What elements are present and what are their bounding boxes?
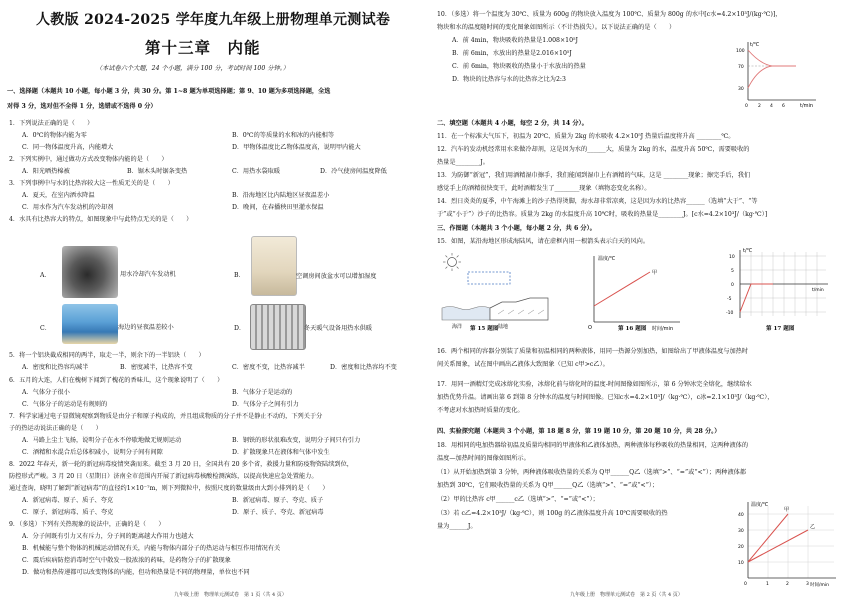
q2-stem: 2．下列实例中，通过做功方式改变物体内能的是（ ） <box>9 156 168 163</box>
q17-text: 17．用同一酒精灯完成冰熔化实验，冰熔化前与熔化时的温度-时间图像如图所示，第 6 分钟冰完全熔化，继续给水 <box>437 381 752 388</box>
q11-text: 11．在一个标准大气压下，初温为 20℃、质量为 2kg 的水吸收 4.2×10⁵J 热量后温度将升高 ________℃。 <box>437 133 735 140</box>
q13-text: 13．为防御“新冠”，我们用酒精湿巾擦手，我们能闻到湿巾上有酒精的气味，这是 ________现象；擦完手后，我们 <box>437 172 751 179</box>
q14-text: 14．烈日炎炎的夏季，中午海滩上的沙子热得烫脚，海水却非常凉爽，这是因为水的比热容______（选填“大于”、“等 <box>437 198 758 205</box>
q10-x-label: t/min <box>800 103 814 108</box>
q2-option-b: B．锯木头时锯条变热 <box>127 168 188 175</box>
fig17-graph <box>726 246 832 338</box>
wind-arrow-box <box>468 272 510 284</box>
q16-text: 16．两个相同的容器分别装了质量和初温相同的两种液体，用同一热源分别加热，如图给出了甲液体温度与加热时 <box>437 348 749 355</box>
q4-option-b: 空调房间放盆水可以增加湿度 <box>296 273 377 280</box>
fig17-tick-10: 10 <box>729 255 735 260</box>
q7-stem-cont: 子的热运动说法正确的是（ ） <box>9 425 102 432</box>
fig18-y-label: 温度/℃ <box>751 502 769 508</box>
q10-xtick-6: 6 <box>782 104 785 108</box>
q10-tick-70: 70 <box>738 65 744 70</box>
q8-option-d: D．原子、质子、夸克、新冠病毒 <box>232 509 324 516</box>
sea-shape <box>442 307 490 321</box>
q6-option-a: A．气体分子很小 <box>22 389 70 396</box>
q9-option-d: D．做功和热传递都可以改变物体的内能，但功和热量是不同的物理量，单位也不同 <box>22 569 250 576</box>
q10-xtick-2: 2 <box>758 104 761 108</box>
q10-xtick-4: 4 <box>770 104 773 108</box>
q7-option-b: B．钢铁的形状很难改变，说明分子间只有引力 <box>232 437 361 444</box>
q1-option-a: A．0℃的物体内能为零 <box>22 132 87 139</box>
fig17-tick-neg5: -5 <box>727 297 732 302</box>
q18-part1-cont: 加热到 30℃，它们吸收热量的关系为 Q甲______Q乙（选填“>”、“=”或“<”）； <box>437 482 659 489</box>
q1-option-c: C．同一物体温度升高，内能增大 <box>22 144 114 151</box>
q4-option-a: 用水冷却汽车发动机 <box>120 271 176 278</box>
q5-stem: 5．将一个铝块截成相同的两半，取走一半，则余下的一半铝块（ ） <box>9 352 205 359</box>
q14-text-cont: 于”或“小于”）沙子的比热容。质量为 2kg 的水温度升高 10℃时，吸收的热量是________J。[c水=4.2×10³J/（kg·℃）] <box>437 211 768 218</box>
q17-text-line2: 加热优势升温。请画出第 6 到第 8 分钟水的温度与时间图像。已知c水=4.2×10³J/（kg·℃），c冰=2.1×10³J/（kg·℃）， <box>437 394 774 401</box>
fig18-tick-40: 40 <box>738 513 744 518</box>
section-4-heading: 四、实验探究题（本题共 3 个小题，第 18 题 8 分，第 19 题 10 分，第 20 题 10 分，共 28 分。） <box>437 428 721 435</box>
q6-option-c: C．气体分子的运动是有规则的 <box>22 401 108 408</box>
q3-stem: 3．下列事例中与水的比热容较大这一性质无关的是（ ） <box>9 180 174 187</box>
q5-option-a: A．密度和比热容均减半 <box>22 364 89 371</box>
fig16-x-label: 时间/min <box>652 326 674 332</box>
fig18-xtick-0: 0 <box>744 582 747 587</box>
q10-stem: 10．（多选）将一个温度为 30℃、质量为 600g 的物块放入温度为 100℃、质量为 800g 的水中[c水=4.2×10³J/(kg·℃)]， <box>437 11 782 18</box>
q5-option-c: C．密度不变，比热容减半 <box>232 364 305 371</box>
q7-option-a: A．马路上尘土飞扬，说明分子在永不停歇地做无规则运动 <box>22 437 182 444</box>
fig17-x-label: t/min <box>812 288 824 293</box>
fig17-tick-neg10: -10 <box>726 311 734 316</box>
fig17-tick-0: 0 <box>731 283 734 288</box>
q9-stem: 9．（多选）下列有关热现象的说法中，正确的是（ ） <box>9 521 165 528</box>
q1-option-b: B．0℃的等质量的水和冰的内能相等 <box>232 132 335 139</box>
q5-option-b: B．密度减半，比热容不变 <box>120 364 193 371</box>
q3-option-c: C．用水作为汽车发动机的冷却剂 <box>22 204 114 211</box>
q3-option-a: A．夏天，在室内洒水降温 <box>22 192 95 199</box>
q1-option-d: D．甲物体温度比乙物体温度高，说明甲内能大 <box>232 144 361 151</box>
q8-option-a: A．新冠病毒、原子、质子、夸克 <box>22 497 114 504</box>
right-page <box>430 0 860 608</box>
seaside-photo <box>62 304 118 344</box>
q7-option-c: C．酒精和水混合后总体积减小，说明分子间有间隙 <box>22 449 163 456</box>
fig18-x-label: 时间/min <box>810 583 830 588</box>
q4-stem: 4．水具有比热容大的特点，如图现象中与此特点无关的是（ ） <box>9 216 193 223</box>
section-1-heading: 一、选择题（本题共 10 小题，每小题 3 分，共 30 分。第 1~8 题为单项选择题；第 9、10 题为多项选择题，全选 <box>7 88 331 95</box>
q3-option-d: D．晚间，在春播秧田里灌水保温 <box>232 204 324 211</box>
q8-option-c: C．原子、新冠病毒、质子、夸克 <box>22 509 114 516</box>
fig18-label-jia: 甲 <box>784 507 790 513</box>
q18-text-line2: 温度—加热时间的图像如图所示。 <box>437 455 530 462</box>
sun-rays-icon <box>443 253 461 271</box>
section-2-heading: 二、填空题（本题共 4 小题，每空 2 分，共 14 分）。 <box>437 120 588 127</box>
fig18-tick-20: 20 <box>738 545 744 550</box>
car-engine-photo <box>62 246 118 298</box>
q8-stem-line3: 通过查询，晓明了解到“新冠病毒”的直径约1×10⁻⁷m，则下列微粒中，按照尺度的数量级由大到小排列的是（ ） <box>9 485 329 492</box>
q10-option-b: B．前 6min，水放出的热量是2.016×10⁵J <box>452 50 572 57</box>
q10-tick-100: 100 <box>736 49 745 54</box>
q2-option-d: D．冷气使房间温度降低 <box>320 168 387 175</box>
fig17-caption: 第 17 题图 <box>766 326 795 332</box>
q10-xtick-0: 0 <box>745 104 748 108</box>
q10-water-curve <box>748 50 796 66</box>
q18-part3-cont: 量为______J。 <box>437 523 477 530</box>
exam-note: （本试卷六个大题，24 个小题，满分 100 分，考试时间 100 分钟。） <box>96 65 289 72</box>
q4-label-c: C． <box>40 325 51 332</box>
q6-option-d: D．气体分子之间有引力 <box>232 401 299 408</box>
q18-part1: （1）从开始加热到第 3 分钟，两种液体吸收热量的关系为 Q甲______Q乙（选填“>”、“=”或“<”）；两种液体都 <box>437 469 747 476</box>
q4-label-d: D． <box>234 325 246 332</box>
fig18-tick-10: 10 <box>738 561 744 566</box>
q2-option-a: A．阳光晒热棉被 <box>22 168 70 175</box>
q4-label-b: B． <box>234 272 245 279</box>
land-shape <box>490 298 548 320</box>
fig18-graph <box>730 498 842 588</box>
land-label: 陆地 <box>498 324 509 330</box>
fig16-origin: O <box>588 325 592 331</box>
q2-option-c: C．用热水袋取暖 <box>232 168 281 175</box>
radiator-photo <box>250 304 306 350</box>
q10-option-c: C．前 6min，物块吸收的热量小于水放出的热量 <box>452 63 586 70</box>
sun-icon <box>448 258 457 267</box>
q1-stem: 1．下列说法正确的是（ ） <box>9 120 94 127</box>
q9-option-c: C．震后疾病防控消毒时空气中散发一股浓浓的药味，是药物分子的扩散现象 <box>22 557 231 564</box>
air-conditioner-room-photo <box>251 236 297 296</box>
q10-y-label: t/℃ <box>750 42 760 48</box>
fig18-tick-30: 30 <box>738 529 744 534</box>
fig18-xtick-1: 1 <box>766 582 769 587</box>
q10-graph <box>736 38 820 108</box>
q10-tick-30: 30 <box>738 87 744 92</box>
q8-stem: 8．2022 年春天，新一轮的新冠病毒疫情突袭而来。截至 3 月 20 日，全国共有 20 多个省，救援力量和防疫物资陆续到位， <box>9 461 353 468</box>
q18-text: 18．用相同的电加热器给初温及质量均相同的甲液体和乙液体加热，两种液体每秒吸收的热量相同，这两种液体的 <box>437 442 749 449</box>
q10-option-a: A．前 4min，物块吸收的热量是1.008×10⁵J <box>452 37 578 44</box>
q18-part2: （2）甲的比热容 c甲______c乙（选填“>”、“=”或“<”）； <box>437 496 599 503</box>
q18-part3: （3）若 c乙=4.2×10³J/（kg·℃），则 100g 的乙液体温度升高 10℃需要吸收的热 <box>437 510 668 517</box>
fig16-graph <box>580 250 692 336</box>
q7-option-d: D．扩散现象只在液体和气体中发生 <box>232 449 330 456</box>
q8-option-b: B．新冠病毒、原子、夸克、质子 <box>232 497 324 504</box>
fig18-label-yi: 乙 <box>810 524 816 530</box>
q16-text-cont: 间关系图象，试在图中画出乙液体大致图象（已知 c甲>c乙）。 <box>437 361 609 368</box>
q6-stem: 6．五月的大连，人们在槐树下闻到了槐花的香味儿，这个现象说明了（ ） <box>9 377 224 384</box>
fig16-series-label: 甲 <box>652 270 658 276</box>
q12-text: 12．汽车的发动机经常用水来做冷却剂，这是因为水的______大，质量为 2kg 的水，温度升高 50℃，需要吸收的 <box>437 146 750 153</box>
chapter-title: 第十三章 内能 <box>145 38 261 57</box>
q7-stem: 7．科学家通过电子显微镜观察到物质是由分子和原子构成的，并且组成物质的分子并不是静止不动的，下列关于分 <box>9 413 323 420</box>
fig16-caption: 第 16 题图 <box>618 326 647 332</box>
sea-label: 海洋 <box>452 324 463 330</box>
q4-option-d: 冬天暖气设备用热水供暖 <box>304 325 373 332</box>
q9-option-a: A．分子间既有引力又有斥力，分子间的距离越大作用力也越大 <box>22 533 194 540</box>
q4-option-c: 海边的昼夜温差较小 <box>118 324 174 331</box>
q10-block-curve <box>748 66 772 88</box>
q3-option-b: B．沿海地区比内陆地区昼夜温差小 <box>232 192 330 199</box>
q17-text-line3: 不考虑对水加热时质量的变化。 <box>437 407 524 414</box>
section-3-heading: 三、作图题（本题共 3 个小题，每小题 2 分，共 6 分）。 <box>437 225 596 232</box>
q5-option-d: D．密度和比热容均不变 <box>330 364 397 371</box>
fig16-series-jia <box>594 272 650 306</box>
q12-text-cont: 热量是________J。 <box>437 159 489 166</box>
fig18-grid <box>748 506 834 578</box>
q13-text-cont: 感觉手上的酒精很快变干，此时酒精发生了________现象（填物态变化名称）。 <box>437 185 651 192</box>
footer-left: 九年级上册 物理单元测试卷 第 1 页（共 4 页） <box>174 592 287 598</box>
fig17-tick-5: 5 <box>731 269 734 274</box>
fig18-xtick-3: 3 <box>806 582 809 587</box>
exam-title: 人教版 2024-2025 学年度九年级上册物理单元测试卷 <box>36 12 391 28</box>
q6-option-b: B．气体分子是运动的 <box>232 389 293 396</box>
fig15-caption: 第 15 题图 <box>470 326 499 332</box>
fig18-xtick-2: 2 <box>786 582 789 587</box>
q9-option-b: B．机械能与整个物体的机械运动情况有关，内能与物体内部分子的热运动与相互作用情况有关 <box>22 545 281 552</box>
fig16-y-label: 温度/℃ <box>598 256 616 262</box>
q4-label-a: A． <box>40 272 51 279</box>
section-1-heading-cont: 对得 3 分，选对但不全得 1 分，选错或不选得 0 分） <box>7 103 157 110</box>
q8-stem-line2: 防控形式严峻。3 月 20 日（星期日）济南全市范围内开展了新冠病毒核酸检测演练，以提高快速应急处置能力。 <box>9 473 318 480</box>
q10-stem-cont: 物块和水的温度随时间的变化图象如图所示（不计热损失）。以下说法正确的是（ ） <box>437 24 676 31</box>
footer-right: 九年级上册 物理单元测试卷 第 2 页（共 4 页） <box>570 592 683 598</box>
fig15-diagram <box>438 250 560 338</box>
fig17-y-label: t/℃ <box>743 248 753 254</box>
q15-text: 15．如图，某沿海地区形成海陆风，请在虚框内用一根箭头表示白天的风向。 <box>437 238 650 245</box>
q10-option-d: D．物块的比热容与水的比热容之比为2:3 <box>452 76 566 83</box>
